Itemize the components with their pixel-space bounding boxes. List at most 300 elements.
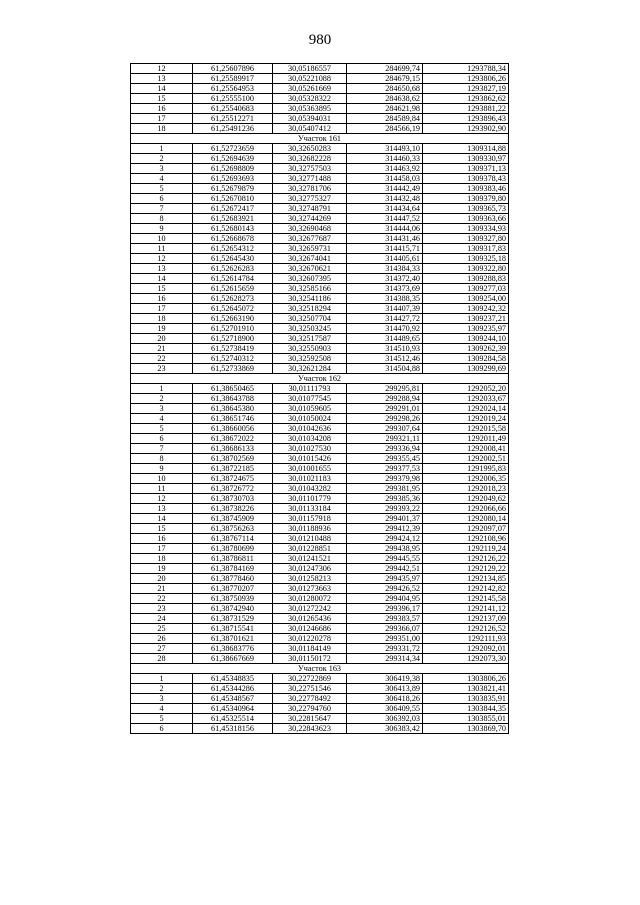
x-coordinate-cell: 284699,74 — [347, 64, 423, 74]
point-number-cell: 14 — [131, 514, 193, 524]
table-row — [131, 394, 509, 404]
x-coordinate-cell: 299331,72 — [347, 644, 423, 654]
latitude-cell: 61,52663190 — [193, 314, 273, 324]
point-number-cell: 22 — [131, 594, 193, 604]
longitude-cell: 30,01133184 — [273, 504, 347, 514]
x-coordinate-cell: 314415,71 — [347, 244, 423, 254]
coordinates-table-body — [131, 64, 509, 734]
point-number-cell: 19 — [131, 564, 193, 574]
x-coordinate-cell: 299435,97 — [347, 574, 423, 584]
longitude-cell: 30,32757503 — [273, 164, 347, 174]
x-coordinate-cell: 299383,57 — [347, 614, 423, 624]
y-coordinate-cell: 1292024,14 — [423, 404, 509, 414]
y-coordinate-cell: 1309284,58 — [423, 354, 509, 364]
x-coordinate-cell: 314489,65 — [347, 334, 423, 344]
point-number-cell: 1 — [131, 674, 193, 684]
y-coordinate-cell: 1309363,66 — [423, 214, 509, 224]
x-coordinate-cell: 299298,26 — [347, 414, 423, 424]
x-coordinate-cell: 299438,95 — [347, 544, 423, 554]
longitude-cell: 30,01043282 — [273, 484, 347, 494]
latitude-cell: 61,38722185 — [193, 464, 273, 474]
point-number-cell: 15 — [131, 94, 193, 104]
y-coordinate-cell: 1292092,01 — [423, 644, 509, 654]
table-row — [131, 514, 509, 524]
longitude-cell: 30,22843623 — [273, 724, 347, 734]
point-number-cell: 12 — [131, 64, 193, 74]
table-row — [131, 274, 509, 284]
point-number-cell: 14 — [131, 274, 193, 284]
x-coordinate-cell: 299288,94 — [347, 394, 423, 404]
table-row — [131, 574, 509, 584]
y-coordinate-cell: 1292052,20 — [423, 384, 509, 394]
latitude-cell: 61,38650465 — [193, 384, 273, 394]
longitude-cell: 30,32517587 — [273, 334, 347, 344]
latitude-cell: 61,38701621 — [193, 634, 273, 644]
latitude-cell: 61,38750939 — [193, 594, 273, 604]
latitude-cell: 61,52672417 — [193, 204, 273, 214]
table-row — [131, 324, 509, 334]
latitude-cell: 61,38742940 — [193, 604, 273, 614]
longitude-cell: 30,01077545 — [273, 394, 347, 404]
table-row — [131, 484, 509, 494]
y-coordinate-cell: 1292066,66 — [423, 504, 509, 514]
x-coordinate-cell: 314388,35 — [347, 294, 423, 304]
point-number-cell: 3 — [131, 404, 193, 414]
table-row — [131, 504, 509, 514]
y-coordinate-cell: 1293788,34 — [423, 64, 509, 74]
point-number-cell: 17 — [131, 114, 193, 124]
table-row — [131, 304, 509, 314]
latitude-cell: 61,38686133 — [193, 444, 273, 454]
x-coordinate-cell: 299291,01 — [347, 404, 423, 414]
longitude-cell: 30,32690468 — [273, 224, 347, 234]
longitude-cell: 30,01273663 — [273, 584, 347, 594]
point-number-cell: 3 — [131, 694, 193, 704]
longitude-cell: 30,32659731 — [273, 244, 347, 254]
latitude-cell: 61,52628273 — [193, 294, 273, 304]
y-coordinate-cell: 1293862,62 — [423, 94, 509, 104]
x-coordinate-cell: 299377,53 — [347, 464, 423, 474]
point-number-cell: 26 — [131, 634, 193, 644]
longitude-cell: 30,01034208 — [273, 434, 347, 444]
table-row — [131, 174, 509, 184]
x-coordinate-cell: 314504,88 — [347, 364, 423, 374]
point-number-cell: 18 — [131, 314, 193, 324]
y-coordinate-cell: 1293881,22 — [423, 104, 509, 114]
table-row — [131, 84, 509, 94]
latitude-cell: 61,38726772 — [193, 484, 273, 494]
point-number-cell: 22 — [131, 354, 193, 364]
longitude-cell: 30,01280072 — [273, 594, 347, 604]
point-number-cell: 16 — [131, 534, 193, 544]
point-number-cell: 6 — [131, 434, 193, 444]
longitude-cell: 30,22778492 — [273, 694, 347, 704]
longitude-cell: 30,05407412 — [273, 124, 347, 134]
section-header-row — [131, 134, 509, 144]
table-row — [131, 554, 509, 564]
table-row — [131, 424, 509, 434]
point-number-cell: 1 — [131, 144, 193, 154]
table-row — [131, 624, 509, 634]
x-coordinate-cell: 314512,46 — [347, 354, 423, 364]
x-coordinate-cell: 306392,03 — [347, 714, 423, 724]
table-row — [131, 684, 509, 694]
x-coordinate-cell: 314432,48 — [347, 194, 423, 204]
table-row — [131, 614, 509, 624]
y-coordinate-cell: 1292011,49 — [423, 434, 509, 444]
longitude-cell: 30,01001655 — [273, 464, 347, 474]
y-coordinate-cell: 1292019,24 — [423, 414, 509, 424]
point-number-cell: 4 — [131, 414, 193, 424]
latitude-cell: 61,52683921 — [193, 214, 273, 224]
point-number-cell: 6 — [131, 724, 193, 734]
point-number-cell: 12 — [131, 254, 193, 264]
point-number-cell: 21 — [131, 344, 193, 354]
x-coordinate-cell: 284679,15 — [347, 74, 423, 84]
point-number-cell: 19 — [131, 324, 193, 334]
table-row — [131, 524, 509, 534]
x-coordinate-cell: 306383,42 — [347, 724, 423, 734]
x-coordinate-cell: 299424,12 — [347, 534, 423, 544]
y-coordinate-cell: 1292137,09 — [423, 614, 509, 624]
y-coordinate-cell: 1291995,83 — [423, 464, 509, 474]
table-row — [131, 204, 509, 214]
x-coordinate-cell: 299355,45 — [347, 454, 423, 464]
table-row — [131, 584, 509, 594]
longitude-cell: 30,32518294 — [273, 304, 347, 314]
latitude-cell: 61,45348835 — [193, 674, 273, 684]
y-coordinate-cell: 1303869,70 — [423, 724, 509, 734]
point-number-cell: 15 — [131, 284, 193, 294]
longitude-cell: 30,22751546 — [273, 684, 347, 694]
point-number-cell: 4 — [131, 704, 193, 714]
point-number-cell: 27 — [131, 644, 193, 654]
x-coordinate-cell: 314384,33 — [347, 264, 423, 274]
latitude-cell: 61,38702569 — [193, 454, 273, 464]
point-number-cell: 3 — [131, 164, 193, 174]
x-coordinate-cell: 284638,62 — [347, 94, 423, 104]
y-coordinate-cell: 1292073,30 — [423, 654, 509, 664]
latitude-cell: 61,52654312 — [193, 244, 273, 254]
point-number-cell: 11 — [131, 244, 193, 254]
table-row — [131, 724, 509, 734]
table-row — [131, 124, 509, 134]
x-coordinate-cell: 299351,00 — [347, 634, 423, 644]
x-coordinate-cell: 314510,93 — [347, 344, 423, 354]
latitude-cell: 61,52723659 — [193, 144, 273, 154]
table-row — [131, 334, 509, 344]
x-coordinate-cell: 299385,36 — [347, 494, 423, 504]
x-coordinate-cell: 299401,37 — [347, 514, 423, 524]
x-coordinate-cell: 299393,22 — [347, 504, 423, 514]
point-number-cell: 10 — [131, 474, 193, 484]
x-coordinate-cell: 314444,06 — [347, 224, 423, 234]
longitude-cell: 30,32781706 — [273, 184, 347, 194]
latitude-cell: 61,38724675 — [193, 474, 273, 484]
longitude-cell: 30,01021183 — [273, 474, 347, 484]
longitude-cell: 30,32592508 — [273, 354, 347, 364]
section-title: Участок 162 — [131, 374, 509, 384]
longitude-cell: 30,01059605 — [273, 404, 347, 414]
point-number-cell: 13 — [131, 504, 193, 514]
y-coordinate-cell: 1293902,90 — [423, 124, 509, 134]
table-row — [131, 654, 509, 664]
latitude-cell: 61,52698809 — [193, 164, 273, 174]
latitude-cell: 61,38770207 — [193, 584, 273, 594]
point-number-cell: 21 — [131, 584, 193, 594]
latitude-cell: 61,38778460 — [193, 574, 273, 584]
x-coordinate-cell: 299336,94 — [347, 444, 423, 454]
longitude-cell: 30,32748791 — [273, 204, 347, 214]
latitude-cell: 61,52614784 — [193, 274, 273, 284]
longitude-cell: 30,01027530 — [273, 444, 347, 454]
point-number-cell: 9 — [131, 224, 193, 234]
latitude-cell: 61,52680143 — [193, 224, 273, 234]
latitude-cell: 61,45348567 — [193, 694, 273, 704]
latitude-cell: 61,38660056 — [193, 424, 273, 434]
y-coordinate-cell: 1309235,97 — [423, 324, 509, 334]
latitude-cell: 61,52701910 — [193, 324, 273, 334]
longitude-cell: 30,01241521 — [273, 554, 347, 564]
latitude-cell: 61,38780699 — [193, 544, 273, 554]
point-number-cell: 5 — [131, 184, 193, 194]
point-number-cell: 14 — [131, 84, 193, 94]
table-row — [131, 704, 509, 714]
longitude-cell: 30,05221088 — [273, 74, 347, 84]
y-coordinate-cell: 1293806,26 — [423, 74, 509, 84]
y-coordinate-cell: 1292033,67 — [423, 394, 509, 404]
point-number-cell: 2 — [131, 394, 193, 404]
x-coordinate-cell: 299412,39 — [347, 524, 423, 534]
x-coordinate-cell: 314442,49 — [347, 184, 423, 194]
latitude-cell: 61,38767114 — [193, 534, 273, 544]
y-coordinate-cell: 1309277,03 — [423, 284, 509, 294]
point-number-cell: 23 — [131, 364, 193, 374]
longitude-cell: 30,01265436 — [273, 614, 347, 624]
table-row — [131, 164, 509, 174]
longitude-cell: 30,32650283 — [273, 144, 347, 154]
table-row — [131, 594, 509, 604]
longitude-cell: 30,32507704 — [273, 314, 347, 324]
x-coordinate-cell: 299314,34 — [347, 654, 423, 664]
table-row — [131, 214, 509, 224]
y-coordinate-cell: 1303821,41 — [423, 684, 509, 694]
x-coordinate-cell: 314447,52 — [347, 214, 423, 224]
longitude-cell: 30,01210488 — [273, 534, 347, 544]
x-coordinate-cell: 306409,55 — [347, 704, 423, 714]
latitude-cell: 61,38651746 — [193, 414, 273, 424]
x-coordinate-cell: 314460,33 — [347, 154, 423, 164]
latitude-cell: 61,52668678 — [193, 234, 273, 244]
x-coordinate-cell: 314463,92 — [347, 164, 423, 174]
x-coordinate-cell: 314434,64 — [347, 204, 423, 214]
table-row — [131, 714, 509, 724]
y-coordinate-cell: 1303835,91 — [423, 694, 509, 704]
latitude-cell: 61,38784169 — [193, 564, 273, 574]
section-title: Участок 161 — [131, 134, 509, 144]
longitude-cell: 30,01111793 — [273, 384, 347, 394]
longitude-cell: 30,01015426 — [273, 454, 347, 464]
y-coordinate-cell: 1309288,83 — [423, 274, 509, 284]
longitude-cell: 30,01101779 — [273, 494, 347, 504]
point-number-cell: 5 — [131, 424, 193, 434]
longitude-cell: 30,32607395 — [273, 274, 347, 284]
coordinates-table — [130, 63, 509, 734]
table-row — [131, 634, 509, 644]
longitude-cell: 30,32550903 — [273, 344, 347, 354]
y-coordinate-cell: 1292018,23 — [423, 484, 509, 494]
y-coordinate-cell: 1292145,58 — [423, 594, 509, 604]
table-row — [131, 234, 509, 244]
table-row — [131, 344, 509, 354]
x-coordinate-cell: 306413,89 — [347, 684, 423, 694]
point-number-cell: 11 — [131, 484, 193, 494]
x-coordinate-cell: 299396,17 — [347, 604, 423, 614]
longitude-cell: 30,01246686 — [273, 624, 347, 634]
point-number-cell: 7 — [131, 204, 193, 214]
table-row — [131, 294, 509, 304]
point-number-cell: 28 — [131, 654, 193, 664]
table-row — [131, 104, 509, 114]
longitude-cell: 30,01228851 — [273, 544, 347, 554]
point-number-cell: 8 — [131, 214, 193, 224]
longitude-cell: 30,01220278 — [273, 634, 347, 644]
point-number-cell: 24 — [131, 614, 193, 624]
latitude-cell: 61,52733869 — [193, 364, 273, 374]
y-coordinate-cell: 1293896,43 — [423, 114, 509, 124]
y-coordinate-cell: 1303855,01 — [423, 714, 509, 724]
table-row — [131, 284, 509, 294]
table-row — [131, 184, 509, 194]
y-coordinate-cell: 1309254,00 — [423, 294, 509, 304]
longitude-cell: 30,32682228 — [273, 154, 347, 164]
longitude-cell: 30,22815647 — [273, 714, 347, 724]
point-number-cell: 1 — [131, 384, 193, 394]
table-row — [131, 384, 509, 394]
x-coordinate-cell: 299366,07 — [347, 624, 423, 634]
longitude-cell: 30,32541186 — [273, 294, 347, 304]
table-row — [131, 244, 509, 254]
longitude-cell: 30,32585166 — [273, 284, 347, 294]
longitude-cell: 30,32503245 — [273, 324, 347, 334]
table-row — [131, 434, 509, 444]
latitude-cell: 61,38645380 — [193, 404, 273, 414]
y-coordinate-cell: 1309379,80 — [423, 194, 509, 204]
point-number-cell: 13 — [131, 264, 193, 274]
longitude-cell: 30,32670621 — [273, 264, 347, 274]
table-row — [131, 674, 509, 684]
y-coordinate-cell: 1309325,18 — [423, 254, 509, 264]
x-coordinate-cell: 299426,52 — [347, 584, 423, 594]
latitude-cell: 61,52694639 — [193, 154, 273, 164]
latitude-cell: 61,52645430 — [193, 254, 273, 264]
x-coordinate-cell: 314493,10 — [347, 144, 423, 154]
latitude-cell: 61,25540683 — [193, 104, 273, 114]
longitude-cell: 30,01272242 — [273, 604, 347, 614]
table-row — [131, 604, 509, 614]
point-number-cell: 20 — [131, 334, 193, 344]
longitude-cell: 30,05363895 — [273, 104, 347, 114]
table-row — [131, 354, 509, 364]
table-row — [131, 404, 509, 414]
table-row — [131, 364, 509, 374]
table-row — [131, 74, 509, 84]
latitude-cell: 61,38738226 — [193, 504, 273, 514]
table-row — [131, 494, 509, 504]
y-coordinate-cell: 1292097,07 — [423, 524, 509, 534]
x-coordinate-cell: 314427,72 — [347, 314, 423, 324]
point-number-cell: 16 — [131, 104, 193, 114]
point-number-cell: 18 — [131, 554, 193, 564]
latitude-cell: 61,38730703 — [193, 494, 273, 504]
point-number-cell: 20 — [131, 574, 193, 584]
latitude-cell: 61,38745909 — [193, 514, 273, 524]
x-coordinate-cell: 284621,98 — [347, 104, 423, 114]
x-coordinate-cell: 299442,51 — [347, 564, 423, 574]
y-coordinate-cell: 1292111,93 — [423, 634, 509, 644]
longitude-cell: 30,01150172 — [273, 654, 347, 664]
latitude-cell: 61,38683776 — [193, 644, 273, 654]
point-number-cell: 18 — [131, 124, 193, 134]
x-coordinate-cell: 314372,40 — [347, 274, 423, 284]
latitude-cell: 61,52670810 — [193, 194, 273, 204]
table-row — [131, 64, 509, 74]
y-coordinate-cell: 1292049,62 — [423, 494, 509, 504]
latitude-cell: 61,38731529 — [193, 614, 273, 624]
point-number-cell: 17 — [131, 544, 193, 554]
y-coordinate-cell: 1309262,39 — [423, 344, 509, 354]
y-coordinate-cell: 1309299,69 — [423, 364, 509, 374]
latitude-cell: 61,38715541 — [193, 624, 273, 634]
x-coordinate-cell: 314373,69 — [347, 284, 423, 294]
table-row — [131, 254, 509, 264]
point-number-cell: 2 — [131, 154, 193, 164]
table-row — [131, 94, 509, 104]
latitude-cell: 61,25589917 — [193, 74, 273, 84]
latitude-cell: 61,25512271 — [193, 114, 273, 124]
point-number-cell: 6 — [131, 194, 193, 204]
x-coordinate-cell: 314407,39 — [347, 304, 423, 314]
table-row — [131, 154, 509, 164]
y-coordinate-cell: 1292129,22 — [423, 564, 509, 574]
y-coordinate-cell: 1309327,80 — [423, 234, 509, 244]
latitude-cell: 61,25555100 — [193, 94, 273, 104]
point-number-cell: 12 — [131, 494, 193, 504]
x-coordinate-cell: 306419,38 — [347, 674, 423, 684]
x-coordinate-cell: 299445,55 — [347, 554, 423, 564]
latitude-cell: 61,38643788 — [193, 394, 273, 404]
longitude-cell: 30,05186557 — [273, 64, 347, 74]
table-row — [131, 454, 509, 464]
y-coordinate-cell: 1292080,14 — [423, 514, 509, 524]
x-coordinate-cell: 314458,03 — [347, 174, 423, 184]
y-coordinate-cell: 1309242,32 — [423, 304, 509, 314]
point-number-cell: 15 — [131, 524, 193, 534]
table-row — [131, 414, 509, 424]
point-number-cell: 8 — [131, 454, 193, 464]
y-coordinate-cell: 1292134,85 — [423, 574, 509, 584]
x-coordinate-cell: 314431,46 — [347, 234, 423, 244]
section-header-row — [131, 374, 509, 384]
latitude-cell: 61,38786811 — [193, 554, 273, 564]
x-coordinate-cell: 284589,84 — [347, 114, 423, 124]
latitude-cell: 61,52738419 — [193, 344, 273, 354]
x-coordinate-cell: 299381,95 — [347, 484, 423, 494]
y-coordinate-cell: 1309371,13 — [423, 164, 509, 174]
longitude-cell: 30,22722869 — [273, 674, 347, 684]
x-coordinate-cell: 314405,61 — [347, 254, 423, 264]
longitude-cell: 30,01188936 — [273, 524, 347, 534]
